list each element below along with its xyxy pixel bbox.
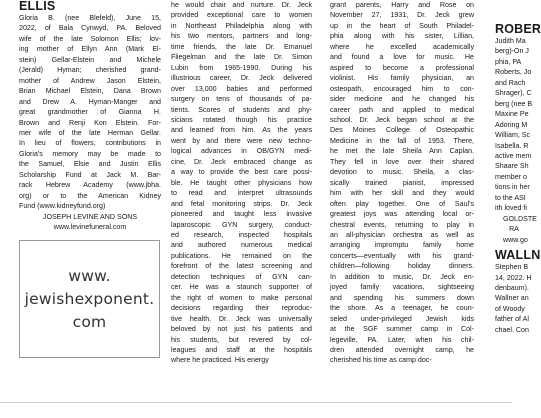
text-line: cer. He was a staunch supporter of	[171, 283, 312, 292]
text-line: and authored numerous medical	[171, 241, 312, 250]
text-line: father of Al	[495, 315, 529, 324]
text-line: dren attended overnight camp, he	[330, 345, 474, 354]
ad-line-2: jewishexponent.	[24, 289, 155, 308]
ad-line-1: www.	[68, 266, 111, 285]
text-line: legeville, PA. Later, when his chil-	[330, 335, 474, 344]
text-line: (Jerald) Hyman; cherished grand-	[19, 66, 161, 75]
text-line: 2022, of Bala Cynwyd, PA. Beloved	[19, 24, 161, 33]
text-line: GOLDSTE	[503, 214, 537, 223]
text-line: decisions regarding their reproduc-	[171, 304, 312, 313]
text-line: tions in her	[495, 183, 530, 192]
text-line: and spending his summers down	[330, 293, 474, 302]
text-line: and Rach	[495, 78, 526, 87]
text-line: chael. Con	[495, 325, 529, 334]
text-line: Brian Michael Elstein, Dana Brown	[19, 87, 161, 96]
obituary-jeck-biography	[330, 0, 474, 366]
text-line: denbaum).	[495, 283, 529, 292]
text-line: ble. He taught other physicians how	[171, 178, 312, 187]
text-line: detection techniques of GYN can-	[171, 272, 312, 281]
text-line: him with her skill and they would	[330, 189, 474, 198]
text-line: Shrager), C	[495, 89, 532, 98]
text-line: the right of women to make personal	[171, 293, 312, 302]
text-line: Brown and Renji Kon Elstein. For-	[19, 118, 161, 127]
text-line: laparoscopic GYN surgery, conduct-	[171, 220, 312, 229]
text-line: aspired to become a professional	[330, 63, 474, 72]
text-line: concerts—eventually with his grand-	[330, 251, 474, 260]
text-line: sicians rotated though his practice	[171, 115, 312, 124]
text-line: he met the late Sheila Ann Caplan.	[330, 147, 474, 156]
text-line: where he excelled academically	[330, 42, 474, 51]
obituary-heading-wallner: WALLN	[495, 248, 541, 263]
text-line: In addition to music, Dr. Jeck en-	[330, 272, 474, 281]
text-line: Medicine in the fall of 1953. There,	[330, 136, 474, 145]
text-line: Roberts, Jo	[495, 68, 532, 77]
text-line: grant parents, Harry and Rose on	[330, 1, 474, 9]
jewishexponent-ad[interactable]	[19, 240, 160, 358]
text-line: children—following holiday dinners.	[330, 262, 474, 271]
text-line: a way to provide the best care possi-	[171, 168, 312, 177]
text-line: RA	[509, 225, 519, 234]
text-line: ing mother of Ellyn Ann (Mark El-	[19, 45, 161, 54]
text-line: his students, but revered by col-	[171, 335, 312, 344]
obituary-body	[330, 0, 474, 366]
text-line: Des Moines College of Osteopathic	[330, 126, 474, 135]
text-line: active mem	[495, 151, 532, 160]
text-line: chestral events, returning to play in	[330, 220, 474, 229]
text-line: Judith Ma	[495, 37, 526, 45]
text-line: publications. He remained on the	[171, 251, 312, 260]
text-line: illustrious career, Dr. Jeck delivered	[171, 74, 312, 83]
text-line: mother of Andrew Jason Elstein,	[19, 76, 161, 85]
obituary-column-clipped	[495, 0, 541, 335]
ad-line-3: com	[72, 312, 107, 331]
text-line: Wallner an	[495, 294, 529, 303]
text-line: of Woody	[495, 304, 525, 313]
text-line: up in the heart of South Philadel-	[330, 21, 474, 30]
text-line: arranging impromptu family home	[330, 241, 474, 250]
text-line: In lieu of flowers, contributions in	[19, 139, 161, 148]
funeral-home-name: JOSEPH LEVINE AND SONS	[42, 212, 138, 221]
text-line: devotion to music. Sheila, a clas-	[330, 168, 474, 177]
text-line: They fell in love over their shared	[330, 157, 474, 166]
text-line: school. Dr. Jeck began school at the	[330, 115, 474, 124]
text-line: the Samuel, Elsie and Justin Ellis	[19, 160, 161, 169]
text-line: phia, PA	[495, 57, 522, 66]
obituary-ellis	[19, 0, 161, 233]
text-line: Gloria's memory may be made to	[19, 149, 161, 158]
text-line: stein) Gellar-Elstein and Michele	[19, 55, 161, 64]
text-line: 14, 2022. H	[495, 273, 532, 282]
text-line: sider medicine and he changed his	[330, 95, 474, 104]
text-line: Adoring M	[495, 120, 528, 129]
text-line: seled under-privileged Jewish kids	[330, 314, 474, 323]
obituary-body	[19, 13, 161, 212]
text-line: and learned from him. As the years	[171, 126, 312, 135]
text-line: logical advances in OB/GYN medi-	[171, 147, 312, 156]
text-line: ith loved fi	[495, 204, 527, 213]
text-line: an all-physician orchestra as well as	[330, 230, 474, 239]
text-line: great grandmother of Gianna H.	[19, 108, 161, 117]
obituary-heading: ELLIS	[19, 0, 56, 13]
obituary-heading-roberts: ROBER	[495, 22, 541, 36]
text-line: Stephen B	[495, 263, 529, 272]
text-line: November 27, 1931, Dr. Jeck grew	[330, 11, 474, 20]
page-bottom-rule	[0, 402, 512, 403]
text-line: often play together. One of Saul's	[330, 199, 474, 208]
text-line: to the ASI	[495, 193, 526, 202]
text-line: Lubin from 1965-1990. During his	[171, 63, 312, 72]
text-line: berg)-On J	[495, 47, 529, 56]
text-line: the shore. As a teenager, he coun-	[330, 304, 474, 313]
text-line: over 13,000 babies and performed	[171, 84, 312, 93]
text-line: www.go	[503, 235, 528, 244]
text-line: he would chair and nurture. Dr. Jeck	[171, 1, 312, 9]
text-line: sically trained pianist, impressed	[330, 178, 474, 187]
obituary-body	[495, 36, 537, 245]
text-line: Maxine Pe	[495, 110, 529, 119]
text-line: osteopath, encouraged him to con-	[330, 84, 474, 93]
text-line: tive health. Dr. Jeck was universally	[171, 314, 312, 323]
text-line: leagues and staff at the hospitals	[171, 345, 312, 354]
text-line: cine, Dr. Jeck embraced change as	[171, 157, 312, 166]
text-line: member o	[495, 172, 527, 181]
text-line: mer wife of the late Herman Gellar.	[19, 128, 161, 137]
text-line: joyed family vacations, sightseeing	[330, 283, 474, 292]
text-line: wife of the late Solomon Ellis; lov-	[19, 34, 161, 43]
text-line: went by and there were new techno-	[171, 136, 312, 145]
text-line: pioneered and taught less invasive	[171, 210, 312, 219]
text-line: beloved by not just his patients and	[171, 325, 312, 334]
text-line: surgery on tens of thousands of pa-	[171, 95, 312, 104]
text-line: violinist. His family physician, an	[330, 74, 474, 83]
text-line: forefront of the latest screening and	[171, 262, 312, 271]
text-line: career path and applied to medical	[330, 105, 474, 114]
text-line: in Northeast Philadelphia along with	[171, 21, 312, 30]
text-line: rack Hebrew Academy (www.jbha.	[19, 181, 161, 190]
text-line: org) or to the American Kidney	[19, 191, 161, 200]
obituary-jeck-continued	[171, 0, 312, 366]
text-line: Scholarship Fund at Jack M. Bar-	[19, 170, 161, 179]
text-line: Shaare Sh	[495, 162, 529, 171]
text-line: cherished his time as camp doc-	[330, 356, 432, 365]
text-line: and Drew A. Hyman-Manger and	[19, 97, 161, 106]
text-line: ed research, inspected hospitals	[171, 230, 312, 239]
obituary-body	[495, 262, 532, 335]
text-line: Isabella. R	[495, 141, 529, 150]
text-line: to read and interpret ultrasounds	[171, 189, 312, 198]
text-line: Gloria B. (nee Blefeld), June 15,	[19, 14, 161, 22]
text-line: phia along with his sister, Lillian,	[330, 32, 474, 41]
text-line: berg (nee B	[495, 99, 533, 108]
text-line: time friends, the late Dr. Emanuel	[171, 42, 312, 51]
text-line: tients. Scores of students and phy-	[171, 105, 312, 114]
text-line: provided exceptional care to women	[171, 11, 312, 20]
funeral-home-website[interactable]: www.levinefuneral.com	[53, 223, 127, 232]
text-line: greatest joys was attending local or-	[330, 210, 474, 219]
text-line: Fund (www.kidneyfund.org)	[19, 202, 106, 211]
text-line: at the SGF summer camp in Col-	[330, 325, 474, 334]
text-line: his two mentors, partners and long-	[171, 32, 312, 41]
obituary-body	[171, 0, 312, 366]
text-line: William, Sc	[495, 131, 531, 140]
text-line: and found a love for music. He	[330, 53, 474, 62]
text-line: Fliegelman and the late Dr. Simon	[171, 53, 312, 62]
text-line: where he practiced. His energy	[171, 356, 269, 365]
text-line: and fetal monitoring strips. Dr. Jeck	[171, 199, 312, 208]
